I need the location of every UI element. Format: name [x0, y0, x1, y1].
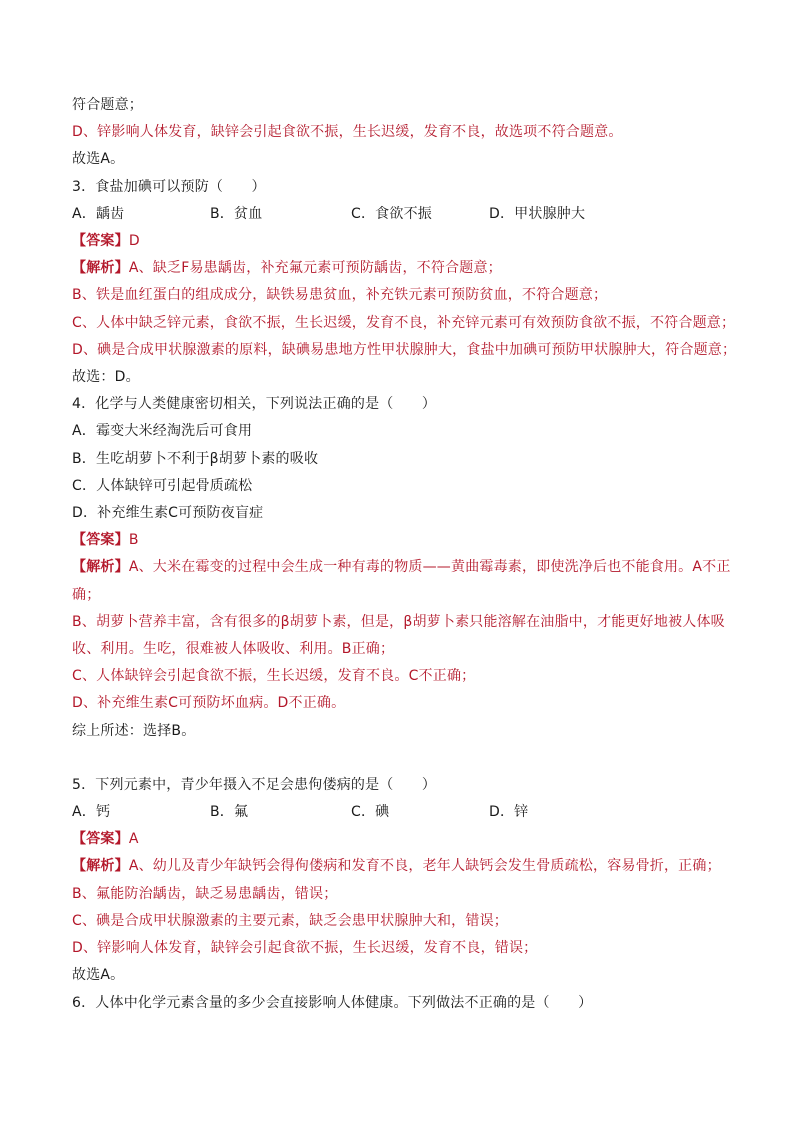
q3-analysis-line: D、碘是合成甲状腺激素的原料，缺碘易患地方性甲状腺肿大，食盐中加碘可预防甲状腺肿大，符合题意；	[72, 341, 737, 358]
q3-answer-tag: 【答案】	[72, 233, 129, 250]
q3-option-d: D．甲状腺肿大	[489, 205, 586, 222]
q4-conclusion: 综上所述：选择B。	[72, 722, 196, 739]
q4-analysis-line	[72, 554, 732, 581]
intro-line-3: 故选A。	[72, 151, 125, 168]
q5-analysis-line: C、碘是合成甲状腺激素的主要元素，缺乏会患甲状腺肿大和，错误；	[72, 912, 508, 929]
q5-option-c: C．碘	[351, 804, 390, 821]
q4-answer	[72, 527, 732, 554]
q5-stem: 5．下列元素中，青少年摄入不足会患佝偻病的是（ ）	[72, 776, 437, 793]
q4-analysis-line: C、人体缺锌会引起食欲不振，生长迟缓，发育不良。C不正确；	[72, 668, 476, 685]
q5-analysis-first: A、幼儿及青少年缺钙会得佝偻病和发育不良，老年人缺钙会发生骨质疏松，容易骨折，正确；	[128, 858, 721, 875]
q5-analysis-tag: 【解析】	[72, 858, 129, 875]
q5-options	[72, 799, 732, 826]
intro-line-1: 符合题意；	[72, 97, 143, 113]
blank-spacer	[72, 745, 732, 772]
intro-line-2: D、锌影响人体发育，缺锌会引起食欲不振，生长迟缓，发育不良，故选项不符合题意。	[72, 124, 623, 141]
q5-conclusion: 故选A。	[72, 967, 125, 984]
q5-option-b: B．氟	[210, 804, 249, 821]
q4-answer-tag: 【答案】	[72, 532, 129, 549]
q3-analysis-tag: 【解析】	[72, 260, 129, 277]
q3-option-a: A．龋齿	[72, 205, 125, 222]
q5-option-d: D．锌	[489, 804, 529, 821]
q5-option-a: A．钙	[72, 804, 111, 821]
q3-analysis-first: A、缺乏F易患龋齿，补充氟元素可预防龋齿，不符合题意；	[128, 260, 502, 277]
q3-analysis-line: C、人体中缺乏锌元素，食欲不振，生长迟缓，发育不良，补充锌元素可有效预防食欲不振，不符合题意；	[72, 314, 736, 331]
q4-answer-value: B	[128, 532, 139, 549]
q4-analysis-tag: 【解析】	[72, 559, 129, 576]
q6-stem: 6．人体中化学元素含量的多少会直接影响人体健康。下列做法不正确的是（ ）	[72, 994, 593, 1011]
q4-option-c: C．人体缺锌可引起骨质疏松	[72, 477, 253, 494]
q5-answer-value: A	[128, 831, 139, 848]
q3-stem: 3．食盐加碘可以预防（ ）	[72, 178, 266, 195]
q5-analysis-line: D、锌影响人体发育，缺锌会引起食欲不振，生长迟缓，发育不良，错误；	[72, 940, 538, 957]
q4-analysis-line: 收、利用。生吃，很难被人体吸收、利用。B正确；	[72, 641, 395, 658]
q3-option-c: C．食欲不振	[351, 205, 432, 222]
q3-options	[72, 201, 732, 228]
q5-analysis-line: B、氟能防治龋齿，缺乏易患龋齿，错误；	[72, 885, 338, 902]
q3-analysis-line	[72, 255, 732, 282]
document-page	[72, 92, 737, 1017]
q5-answer	[72, 826, 732, 853]
q4-analysis-first: A、大米在霉变的过程中会生成一种有毒的物质——黄曲霉毒素，即使洗净后也不能食用。A不正	[128, 559, 731, 576]
q4-stem: 4．化学与人类健康密切相关，下列说法正确的是（ ）	[72, 396, 437, 413]
q4-analysis-line: D、补充维生素C可预防坏血病。D不正确。	[72, 695, 346, 712]
q5-answer-tag: 【答案】	[72, 831, 129, 848]
q3-answer-value: D	[128, 233, 140, 250]
q4-option-d: D．补充维生素C可预防夜盲症	[72, 505, 264, 522]
q4-option-b: B．生吃胡萝卜不利于β胡萝卜素的吸收	[72, 450, 319, 467]
q3-answer	[72, 228, 732, 255]
q4-analysis-line: 确；	[72, 586, 101, 603]
q5-analysis-line	[72, 853, 732, 880]
q3-option-b: B．贫血	[210, 205, 263, 222]
q3-analysis-line: B、铁是血红蛋白的组成成分，缺铁易患贫血，补充铁元素可预防贫血，不符合题意；	[72, 287, 608, 304]
q4-analysis-line: B、胡萝卜营养丰富，含有很多的β胡萝卜素，但是，β胡萝卜素只能溶解在油脂中，才能更好地被人体吸	[72, 613, 725, 630]
q3-conclusion: 故选：D。	[72, 369, 140, 386]
q4-option-a: A．霉变大米经淘洗后可食用	[72, 423, 253, 440]
